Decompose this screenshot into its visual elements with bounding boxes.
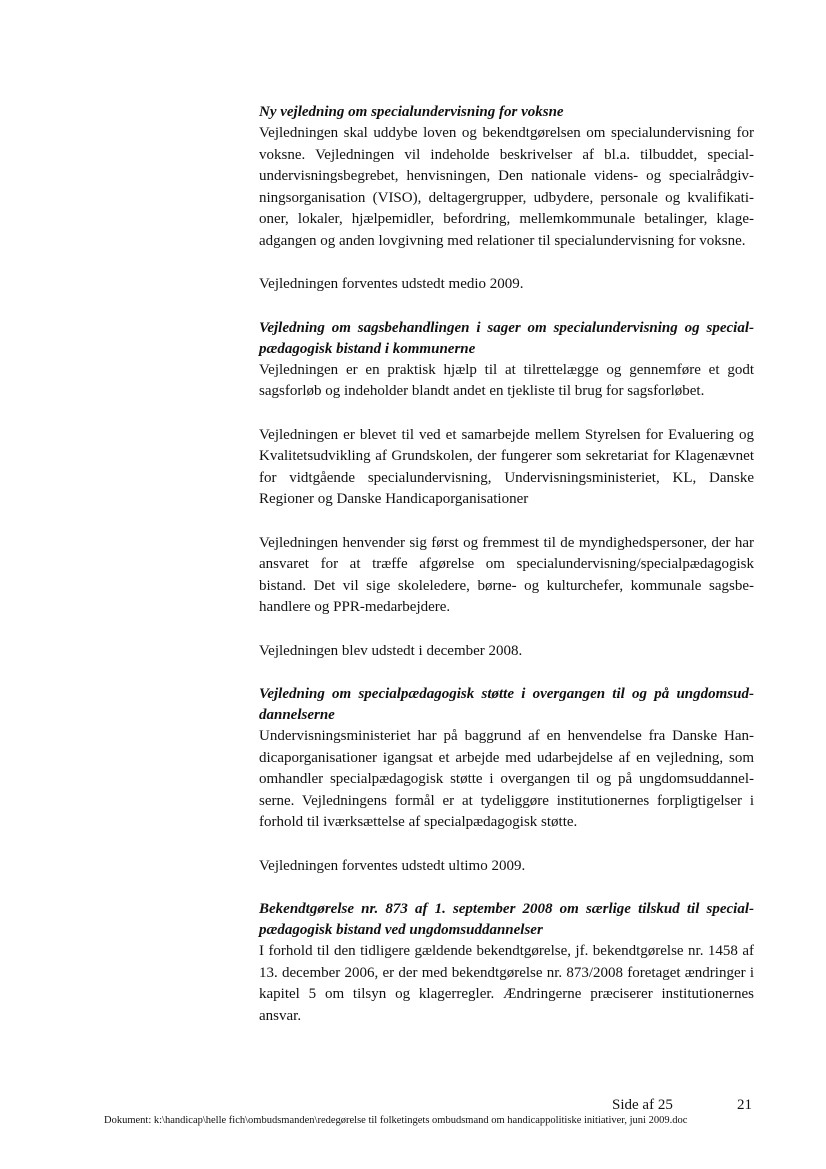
paragraph: Vejledningen henvender sig først og fremmest til de myndighedspersoner, der har ansvaret for at træffe afgørelse om specialundervisning/specialpædagogisk bistand. Det vil sige skoleledere, børne- og kulturchefer, kommunale sagsbehandlere og PPR-medarbejdere. [259,534,754,615]
section-heading: Ny vejledning om specialundervisning for voksne [259,104,564,120]
paragraph: Vejledningen forventes udstedt medio 2009. [259,276,524,292]
section-bekendtgoerelse [259,899,754,1027]
paragraph: I forhold til den tidligere gældende bekendtgørelse, jf. bekendtgørelse nr. 1458 af 13. december 2006, er der med bekendtgørelse nr. 873/2008 foretaget ændringer i kapitel 5 om tilsyn og klagerregler. Ændringerne præciserer institutionernes ansvar. [259,943,754,1024]
page-number: 21 [737,1097,752,1113]
document-body [259,102,754,1027]
paragraph: Vejledningen er blevet til ved et samarbejde mellem Styrelsen for Evaluering og Kvalitetsudvikling af Grundskolen, der fungerer som sekretariat for Klagenævnet for vidtgående specialundervisning, Undervisningsministeriet, KL, Danske Regioner og Danske Handicaporganisationer [259,426,754,507]
document-path: Dokument: k:\handicap\helle fich\ombudsmanden\redegørelse til folketingets ombudsmand om handicappolitiske initiativer, juni 2009.doc [104,1115,688,1126]
paragraph: Vejledningen forventes udstedt ultimo 2009. [259,857,526,874]
paragraph: Vejledningen skal uddybe loven og bekendtgørelsen om specialundervisning for voksne. Vejledningen vil indeholde beskrivelser af bl.a. tilbuddet, specialundervisningsbegrebet, henvisningen, Den nationale videns- og specialrådgivningsorganisation (VISO), deltagergrupper, udbydere, personale og kvalifikationer, lokaler, hjælpemidler, befordring, mellemkommunale betalinger, klageadgangen og anden lovgivning med relationer til specialundervisning for voksne. [259,125,754,249]
paragraph: Vejledningen blev udstedt i december 2008. [259,642,523,659]
section-ungdomsuddannelser [259,684,754,877]
section-sagsbehandling [259,318,754,663]
section-voksne [259,102,754,296]
page-label: Side af 25 [612,1097,673,1113]
paragraph: Vejledningen er en praktisk hjælp til at tilrettelægge og gennemføre et godt sagsforløb og indeholder blandt andet en tjekliste til brug for sagsforløbet. [259,361,754,399]
paragraph: Undervisningsministeriet har på baggrund af en henvendelse fra Danske Handicaporganisationer igangsat et arbejde med udarbejdelse af en vejledning, som omhandler specialpædagogisk støtte i overgangen til og på ungdomsuddannelserne. Vejledningens formål er at tydeliggøre institutionernes forpligtigelser i forhold til iværksættelse af specialpædagogisk støtte. [259,728,754,830]
section-heading: Bekendtgørelse nr. 873 af 1. september 2008 om særlige tilskud til specialpædagogisk bistand ved ungdomsuddannelser [259,901,754,938]
section-heading: Vejledning om sagsbehandlingen i sager om specialundervisning og specialpædagogisk bistand i kommunerne [259,319,754,357]
section-heading: Vejledning om specialpædagogisk støtte i overgangen til og på ungdomsuddannelserne [259,686,754,723]
